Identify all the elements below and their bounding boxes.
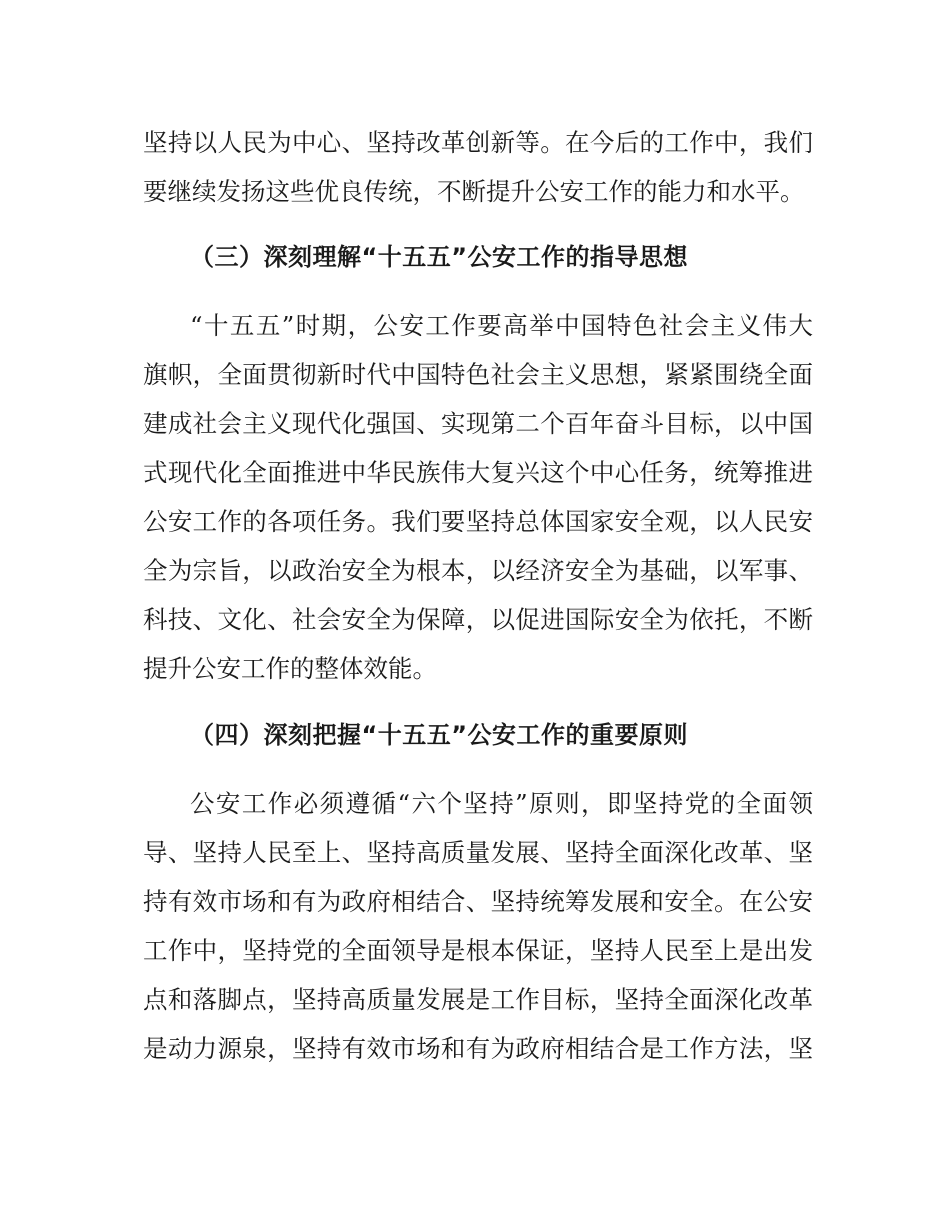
paragraph-line: 公安工作的各项任务。我们要坚持总体国家安全观，以人民安 (143, 507, 813, 536)
paragraph-line: “十五五”时期，公安工作要高举中国特色社会主义伟大 (190, 311, 813, 340)
paragraph-line: 要继续发扬这些优良传统，不断提升公安工作的能力和水平。 (143, 177, 805, 206)
section-heading-4: （四）深刻把握“十五五”公安工作的重要原则 (190, 721, 689, 749)
section-heading-3: （三）深刻理解“十五五”公安工作的指导思想 (190, 243, 689, 271)
paragraph-line: 点和落脚点，坚持高质量发展是工作目标，坚持全面深化改革 (143, 985, 813, 1014)
paragraph-line: 持有效市场和有为政府相结合、坚持统筹发展和安全。在公安 (143, 887, 813, 916)
paragraph-line: 提升公安工作的整体效能。 (143, 654, 437, 683)
paragraph-line: 坚持以人民为中心、坚持改革创新等。在今后的工作中，我们 (143, 128, 813, 157)
paragraph-line: 建成社会主义现代化强国、实现第二个百年奋斗目标，以中国 (143, 409, 813, 438)
paragraph-line: 全为宗旨，以政治安全为根本，以经济安全为基础，以军事、 (143, 556, 813, 585)
paragraph-line: 工作中，坚持党的全面领导是根本保证，坚持人民至上是出发 (143, 936, 813, 965)
paragraph-line: 是动力源泉，坚持有效市场和有为政府相结合是工作方法，坚 (143, 1034, 813, 1063)
paragraph-line: 公安工作必须遵循“六个坚持”原则，即坚持党的全面领 (190, 789, 813, 818)
paragraph-line: 旗帜，全面贯彻新时代中国特色社会主义思想，紧紧围绕全面 (143, 360, 813, 389)
paragraph-line: 科技、文化、社会安全为保障，以促进国际安全为依托，不断 (143, 605, 813, 634)
paragraph-line: 导、坚持人民至上、坚持高质量发展、坚持全面深化改革、坚 (143, 838, 813, 867)
paragraph-line: 式现代化全面推进中华民族伟大复兴这个中心任务，统筹推进 (143, 458, 813, 487)
